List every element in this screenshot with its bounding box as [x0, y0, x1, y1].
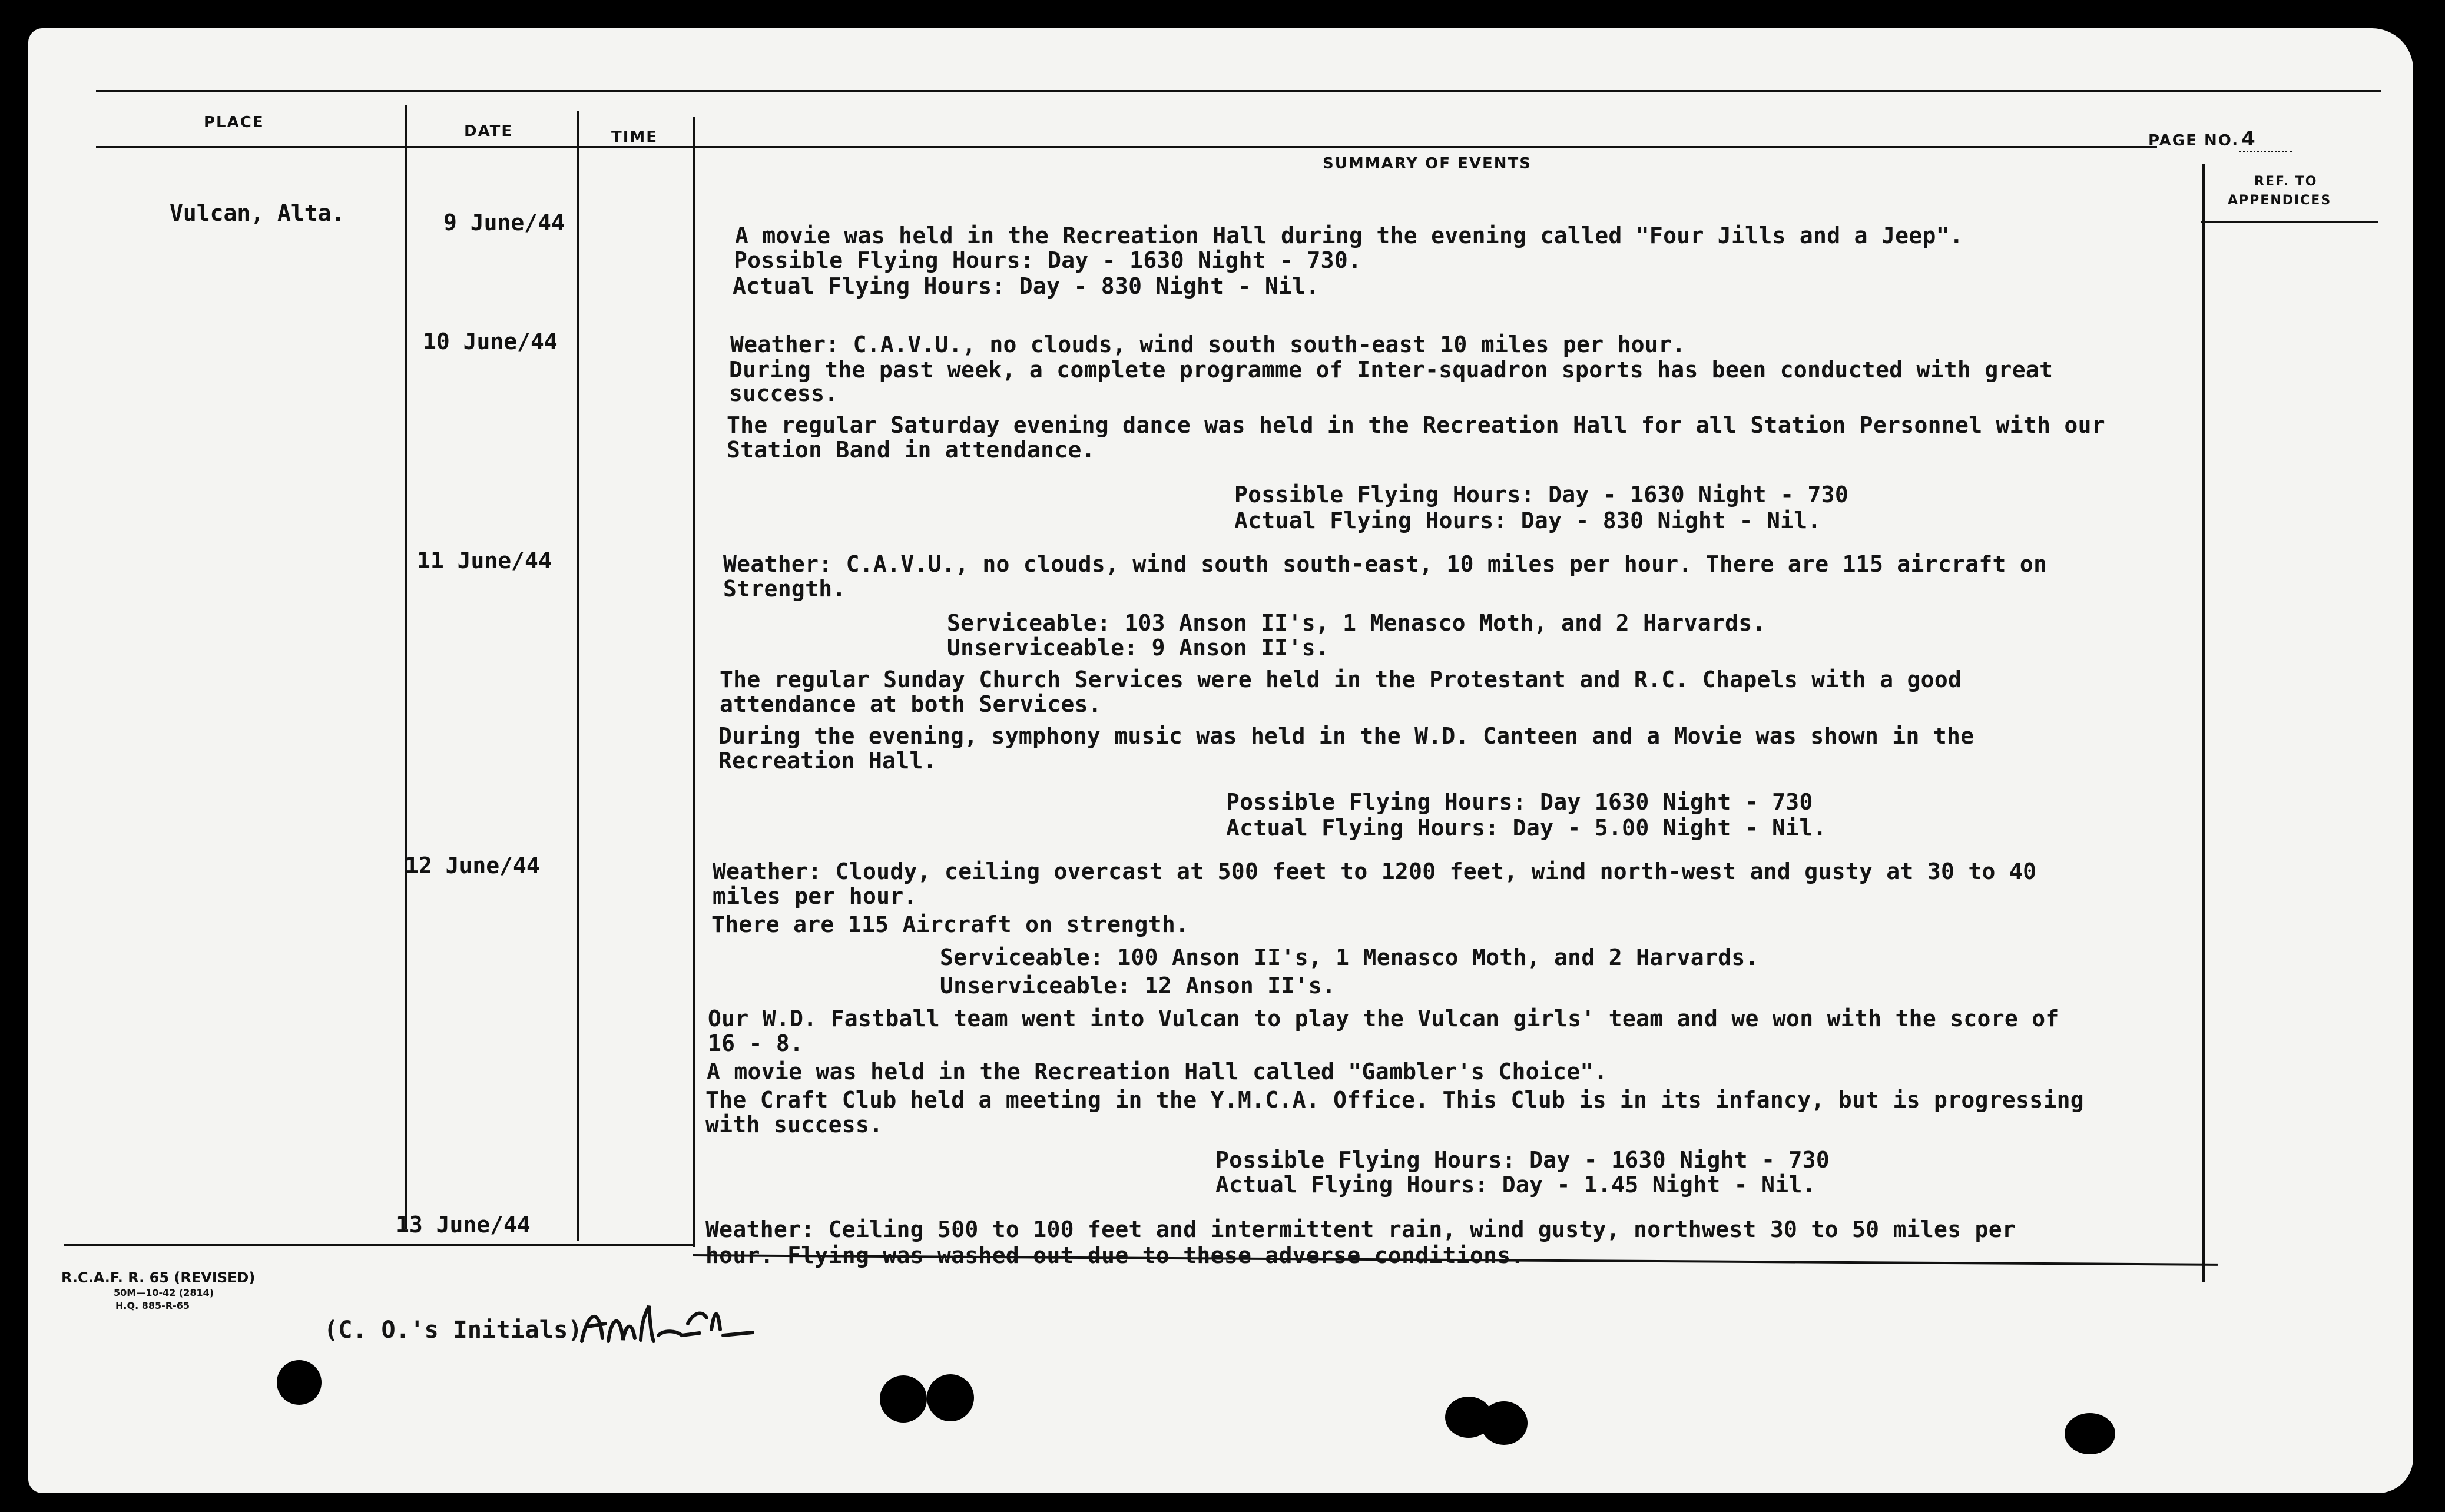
entry-line: success.: [729, 380, 839, 406]
punch-hole: [927, 1374, 974, 1421]
summary-appendix-divider: [2202, 164, 2205, 1282]
entry-line: Serviceable: 103 Anson II's, 1 Menasco Moth, and 2 Harvards.: [947, 610, 1766, 636]
page-number-label: [2148, 127, 2292, 151]
entry-line: Weather: Ceiling 500 to 100 feet and intermittent rain, wind gusty, northwest 30 to 50 miles per: [705, 1216, 2016, 1242]
entry-line: Station Band in attendance.: [727, 437, 1095, 463]
entry-line: Recreation Hall.: [718, 748, 937, 774]
entry-line: A movie was held in the Recreation Hall called "Gambler's Choice".: [707, 1059, 1608, 1085]
entry-line: Actual Flying Hours: Day - 830 Night - Nil.: [733, 273, 1320, 299]
entry-line: The regular Saturday evening dance was held in the Recreation Hall for all Station Personnel with our: [727, 412, 2105, 438]
entry-line: Possible Flying Hours: Day - 1630 Night - 730: [1234, 482, 1849, 508]
entry-line: Weather: Cloudy, ceiling overcast at 500 feet to 1200 feet, wind north-west and gusty at 30 to 40: [713, 858, 2037, 884]
entry-date: 10 June/44: [423, 329, 558, 354]
entry-line: Unserviceable: 12 Anson II's.: [940, 973, 1336, 999]
place-value: Vulcan, Alta.: [170, 200, 345, 226]
entry-date: 12 June/44: [405, 853, 540, 878]
entry-line: The Craft Club held a meeting in the Y.M.C.A. Office. This Club is in its infancy, but is progressing: [705, 1087, 2084, 1113]
entry-line: with success.: [705, 1112, 883, 1138]
appendix-header-line2: APPENDICES: [2228, 193, 2332, 208]
entry-line: A movie was held in the Recreation Hall during the evening called "Four Jills and a Jeep".: [735, 223, 1964, 248]
date-time-divider: [577, 111, 579, 1241]
form-id: R.C.A.F. R. 65 (REVISED): [61, 1269, 256, 1286]
entry-line: Actual Flying Hours: Day - 5.00 Night - Nil.: [1226, 815, 1827, 841]
entry-date: 11 June/44: [417, 548, 552, 573]
entry-line: hour. Flying was washed out due to these adverse conditions.: [705, 1242, 1525, 1268]
page-number: 4: [2239, 127, 2292, 152]
entry-line: Weather: C.A.V.U., no clouds, wind south south-east 10 miles per hour.: [730, 331, 1686, 357]
entry-line: During the past week, a complete programme of Inter-squadron sports has been conducted with great: [729, 357, 2053, 383]
entry-line: miles per hour.: [713, 883, 917, 909]
entry-line: Possible Flying Hours: Day - 1630 Night - 730: [1215, 1147, 1830, 1173]
appendix-header-line1: REF. TO: [2254, 174, 2318, 189]
place-column-header: PLACE: [204, 114, 264, 131]
punch-hole: [880, 1375, 927, 1423]
page-label: PAGE NO.: [2148, 132, 2239, 150]
date-column-header: DATE: [464, 122, 513, 140]
entry-date: 13 June/44: [396, 1212, 531, 1238]
entry-line: Weather: C.A.V.U., no clouds, wind south south-east, 10 miles per hour. There are 115 aircraft on: [723, 551, 2048, 577]
entry-line: Possible Flying Hours: Day 1630 Night - 730: [1226, 789, 1813, 815]
entry-line: 16 - 8.: [708, 1030, 804, 1056]
punch-hole: [2065, 1413, 2115, 1454]
entry-line: Actual Flying Hours: Day - 830 Night - Nil.: [1234, 508, 1821, 533]
entry-line: There are 115 Aircraft on strength.: [711, 911, 1190, 937]
appendix-header-rule: [2201, 221, 2378, 223]
entry-line: Possible Flying Hours: Day - 1630 Night - 730.: [734, 247, 1362, 273]
entry-line: Serviceable: 100 Anson II's, 1 Menasco Moth, and 2 Harvards.: [940, 944, 1759, 970]
entry-line: The regular Sunday Church Services were held in the Protestant and R.C. Chapels with a good: [720, 667, 1962, 692]
print-code: 50M—10-42 (2814): [114, 1287, 214, 1298]
place-date-divider: [405, 105, 407, 1229]
hq-code: H.Q. 885-R-65: [115, 1300, 190, 1311]
entry-line: Strength.: [723, 576, 846, 602]
punch-hole: [277, 1360, 322, 1405]
war-diary-form: [28, 28, 2413, 1493]
entry-line: attendance at both Services.: [720, 691, 1102, 717]
punch-hole: [1480, 1401, 1528, 1445]
co-initials-signature: [576, 1294, 764, 1353]
entry-line: Unserviceable: 9 Anson II's.: [947, 635, 1329, 661]
header-top-rule: [96, 90, 2381, 92]
summary-column-header: SUMMARY OF EVENTS: [1323, 155, 1532, 173]
entry-line: Actual Flying Hours: Day - 1.45 Night - Nil.: [1215, 1172, 1816, 1198]
time-summary-divider: [693, 117, 695, 1247]
entry-date: 9 June/44: [443, 210, 565, 236]
initials-label: (C. O.'s Initials): [324, 1317, 582, 1344]
footer-rule-left: [64, 1244, 694, 1246]
entry-line: Our W.D. Fastball team went into Vulcan to play the Vulcan girls' team and we won with the score of: [708, 1006, 2059, 1032]
time-column-header: TIME: [611, 128, 658, 146]
entry-line: During the evening, symphony music was held in the W.D. Canteen and a Movie was shown in the: [718, 723, 1974, 749]
